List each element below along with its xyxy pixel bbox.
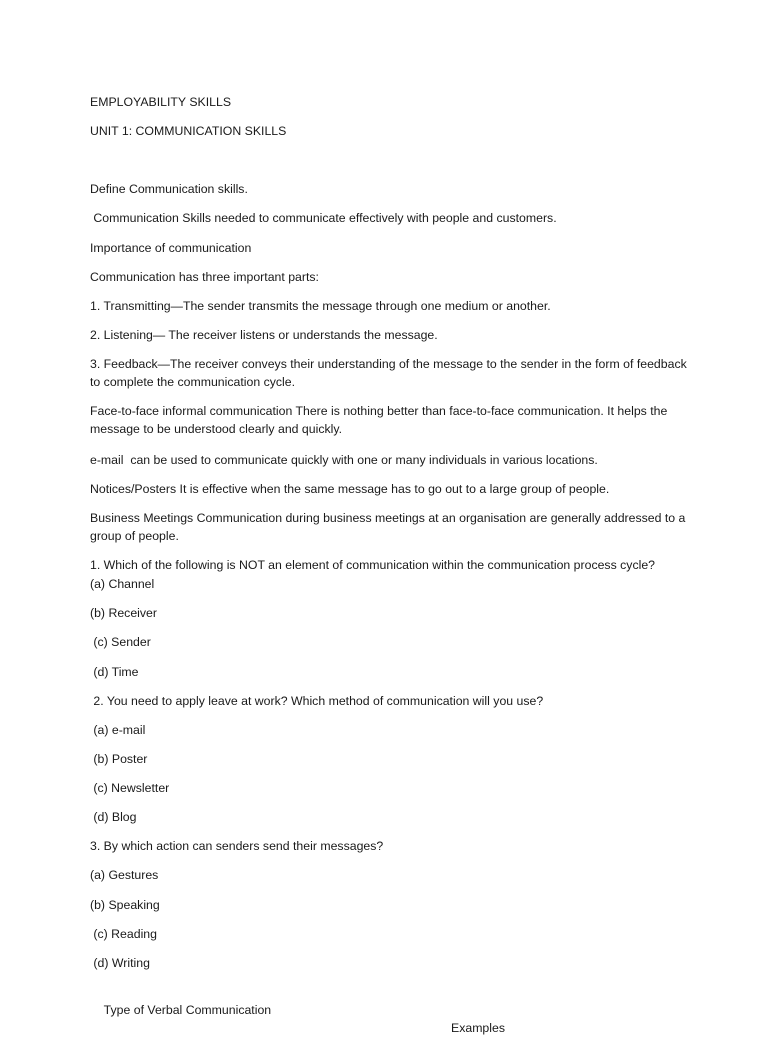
parts-intro: Communication has three important parts: bbox=[90, 270, 319, 284]
notices-paragraph: Notices/Posters It is effective when the same message has to go out to a large group of people. bbox=[90, 482, 610, 496]
question-3: 3. By which action can senders send their messages? bbox=[90, 839, 384, 853]
document-title: EMPLOYABILITY SKILLS bbox=[90, 95, 232, 109]
question-1-option-c: (c) Sender bbox=[90, 635, 151, 649]
question-3-option-b: (b) Speaking bbox=[90, 898, 160, 912]
question-1-option-d: (d) Time bbox=[90, 665, 139, 679]
table-header-row bbox=[90, 983, 690, 1055]
meetings-paragraph: Business Meetings Communication during business meetings at an organisation are generally addressed to a group of people. bbox=[90, 511, 689, 543]
email-paragraph: e-mail can be used to communicate quickly with one or many individuals in various locations. bbox=[90, 453, 598, 467]
part-transmitting: 1. Transmitting—The sender transmits the message through one medium or another. bbox=[90, 299, 551, 313]
question-2-option-c: (c) Newsletter bbox=[90, 781, 170, 795]
question-3-option-d: (d) Writing bbox=[90, 956, 150, 970]
table-header-type: Type of Verbal Communication bbox=[103, 1003, 272, 1017]
define-heading: Define Communication skills. bbox=[90, 182, 248, 196]
importance-heading: Importance of communication bbox=[90, 241, 252, 255]
question-1: 1. Which of the following is NOT an element of communication within the communication process cycle? bbox=[90, 558, 656, 572]
question-2-option-b: (b) Poster bbox=[90, 752, 148, 766]
question-2: 2. You need to apply leave at work? Which method of communication will you use? bbox=[90, 694, 544, 708]
question-2-option-d: (d) Blog bbox=[90, 810, 137, 824]
face-to-face-paragraph: Face-to-face informal communication There is nothing better than face-to-face communication. It helps the message to be understood clearly and quickly. bbox=[90, 404, 671, 436]
question-1-option-b: (b) Receiver bbox=[90, 606, 157, 620]
question-3-option-a: (a) Gestures bbox=[90, 868, 159, 882]
question-3-option-c: (c) Reading bbox=[90, 927, 157, 941]
table-header-examples: Examples bbox=[451, 1021, 505, 1035]
define-text: Communication Skills needed to communicate effectively with people and customers. bbox=[90, 211, 557, 225]
part-feedback: 3. Feedback—The receiver conveys their understanding of the message to the sender in the form of feedback to complete the communication cycle. bbox=[90, 357, 691, 389]
question-2-option-a: (a) e-mail bbox=[90, 723, 146, 737]
unit-heading: UNIT 1: COMMUNICATION SKILLS bbox=[90, 124, 287, 138]
question-1-option-a: (a) Channel bbox=[90, 577, 155, 591]
part-listening: 2. Listening— The receiver listens or understands the message. bbox=[90, 328, 438, 342]
